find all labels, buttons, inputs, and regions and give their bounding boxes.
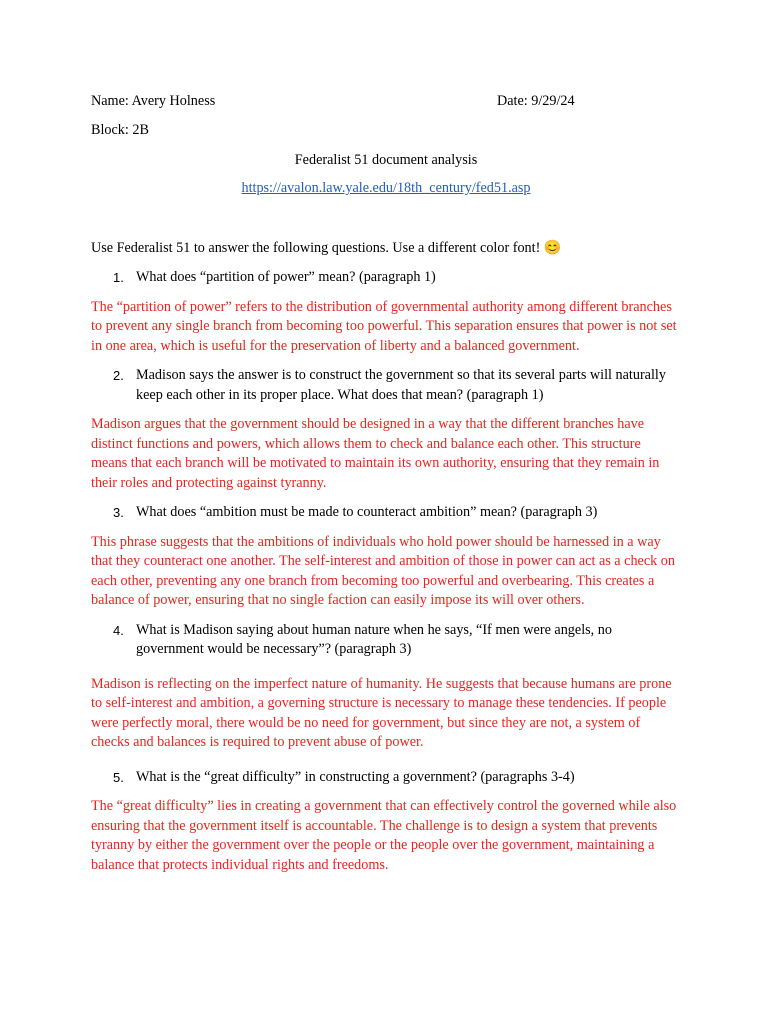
- question-text: What is Madison saying about human nature when he says, “If men were angels, no government would be necessary”? (paragraph 3): [136, 621, 612, 657]
- document-page: [91, 92, 681, 875]
- question-number: 5.: [113, 769, 124, 785]
- instructions: Use Federalist 51 to answer the following questions. Use a different color font! 😊: [91, 239, 562, 256]
- source-link[interactable]: https://avalon.law.yale.edu/18th_century/fed51.asp: [241, 180, 531, 196]
- answer-3: This phrase suggests that the ambitions of individuals who hold power should be harnessed in a way that they counteract one another. The self-interest and ambition of those in power can act as a check on each other, preventing any one branch from becoming too powerful and overbearing. This creates a balance of power, ensuring that no single faction can easily impose its will over others.: [91, 533, 675, 608]
- answer-4: Madison is reflecting on the imperfect nature of humanity. He suggests that because humans are prone to self-interest and ambition, a governing structure is necessary to manage these tendencies. If people were perfectly moral, there would be no need for government, but since they are not, a system of checks and balances is required to prevent abuse of power.: [91, 675, 672, 750]
- student-name: Name: Avery Holness: [91, 93, 216, 109]
- question-text: What does “partition of power” mean? (paragraph 1): [136, 269, 436, 285]
- question-number: 3.: [113, 505, 124, 520]
- question-text: What does “ambition must be made to counteract ambition” mean? (paragraph 3): [136, 504, 598, 520]
- question-number: 4.: [113, 622, 124, 638]
- answer-1: The “partition of power” refers to the distribution of governmental authority among different branches to prevent any single branch from becoming too powerful. This separation ensures that power is not set in one area, which is useful for the preservation of liberty and a balanced government.: [91, 298, 677, 354]
- question-text: Madison says the answer is to construct the government so that its several parts will naturally keep each other in its proper place. What does that mean? (paragraph 1): [136, 367, 666, 403]
- question-number: 1.: [113, 270, 124, 285]
- question-1: [91, 268, 681, 288]
- header-row: [91, 92, 681, 112]
- question-text: What is the “great difficulty” in constructing a government? (paragraphs 3-4): [136, 768, 575, 785]
- question-number: 2.: [113, 368, 124, 383]
- question-2: [91, 366, 681, 405]
- answer-2: Madison argues that the government should be designed in a way that the different branches have distinct functions and powers, which allows them to check and balance each other. This structure means that each branch will be motivated to maintain its own authority, ensuring that they remain in their roles and protecting against tyranny.: [91, 416, 660, 491]
- answer-5: The “great difficulty” lies in creating a government that can effectively control the governed while also ensuring that the government itself is accountable. The challenge is to design a system that prevents tyranny by either the government over the people or the people over the government, maintaining a balance that protects individual rights and freedoms.: [91, 798, 677, 873]
- document-title: Federalist 51 document analysis: [294, 151, 478, 168]
- date-field: Date: 9/29/24: [497, 93, 575, 109]
- question-5: [91, 768, 681, 788]
- question-4: [91, 621, 681, 660]
- question-3: [91, 503, 681, 523]
- block-field: Block: 2B: [91, 122, 149, 138]
- source-link-line: [91, 179, 681, 199]
